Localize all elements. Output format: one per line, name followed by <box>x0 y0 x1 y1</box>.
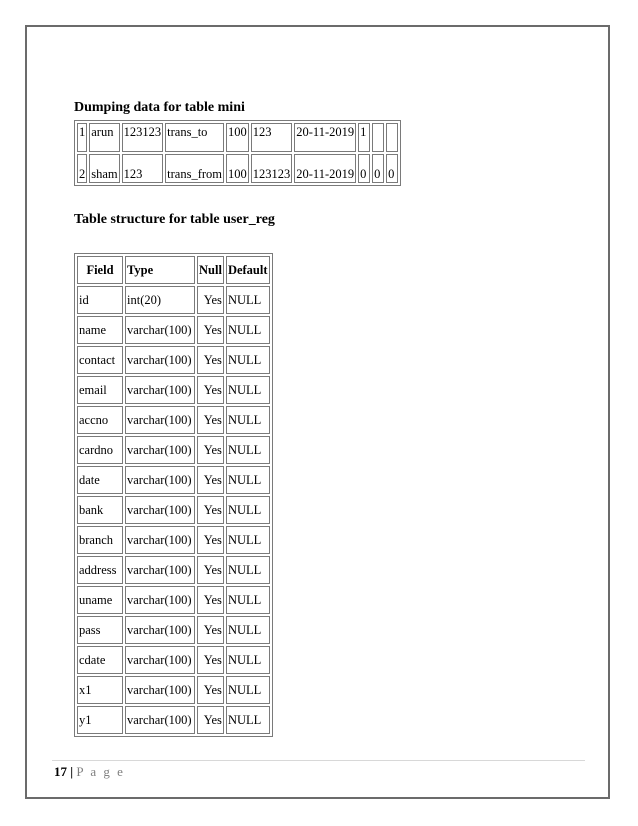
table-row <box>77 316 270 344</box>
table-cell: varchar(100) <box>125 346 195 374</box>
table-cell: cdate <box>77 646 123 674</box>
table-cell: Yes <box>197 706 224 734</box>
table-cell: bank <box>77 496 123 524</box>
table-row <box>77 436 270 464</box>
table-cell: varchar(100) <box>125 496 195 524</box>
table-cell: pass <box>77 616 123 644</box>
table-cell: Yes <box>197 646 224 674</box>
header-type: Type <box>125 256 195 284</box>
table-cell: varchar(100) <box>125 376 195 404</box>
table-row <box>77 496 270 524</box>
table-row <box>77 123 398 152</box>
table-cell: NULL <box>226 466 270 494</box>
table-cell: NULL <box>226 526 270 554</box>
table-cell: Yes <box>197 556 224 584</box>
table-row <box>77 646 270 674</box>
table-cell: address <box>77 556 123 584</box>
table-cell: Yes <box>197 466 224 494</box>
table-cell: y1 <box>77 706 123 734</box>
table-cell <box>372 123 384 152</box>
table-cell: varchar(100) <box>125 616 195 644</box>
table-cell: NULL <box>226 346 270 374</box>
table-row <box>77 376 270 404</box>
table-cell: varchar(100) <box>125 406 195 434</box>
header-default: Default <box>226 256 270 284</box>
table-cell: 123123 <box>251 154 293 183</box>
table-cell <box>386 123 398 152</box>
table-cell: Yes <box>197 316 224 344</box>
table-cell: int(20) <box>125 286 195 314</box>
table-cell: 1 <box>358 123 370 152</box>
table-cell: Yes <box>197 436 224 464</box>
table-cell: 0 <box>372 154 384 183</box>
table-cell: varchar(100) <box>125 676 195 704</box>
table-row <box>77 556 270 584</box>
table-cell: accno <box>77 406 123 434</box>
table-row <box>77 676 270 704</box>
table-header-row <box>77 256 270 284</box>
table-cell: Yes <box>197 346 224 374</box>
table-cell: Yes <box>197 286 224 314</box>
page-number: 17 <box>54 764 67 779</box>
table-cell: NULL <box>226 556 270 584</box>
table-cell: 0 <box>386 154 398 183</box>
table-cell: cardno <box>77 436 123 464</box>
footer-divider <box>52 760 585 761</box>
table-cell: trans_from <box>165 154 224 183</box>
table-cell: varchar(100) <box>125 466 195 494</box>
table-row <box>77 286 270 314</box>
table-row <box>77 466 270 494</box>
table-cell: date <box>77 466 123 494</box>
table-cell: x1 <box>77 676 123 704</box>
table-cell: NULL <box>226 286 270 314</box>
section-title-user-reg: Table structure for table user_reg <box>74 212 275 227</box>
table-cell: varchar(100) <box>125 646 195 674</box>
table-cell: Yes <box>197 526 224 554</box>
header-null: Null <box>197 256 224 284</box>
table-cell: NULL <box>226 496 270 524</box>
table-row <box>77 526 270 554</box>
mini-data-table <box>74 120 401 186</box>
user-reg-structure-table <box>74 253 273 737</box>
table-cell: id <box>77 286 123 314</box>
table-row <box>77 154 398 183</box>
footer-separator: | <box>67 764 77 779</box>
table-cell: Yes <box>197 586 224 614</box>
table-cell: 2 <box>77 154 87 183</box>
table-cell: sham <box>89 154 119 183</box>
table-cell: NULL <box>226 706 270 734</box>
table-cell: 123123 <box>122 123 164 152</box>
table-row <box>77 586 270 614</box>
table-cell: trans_to <box>165 123 224 152</box>
table-cell: NULL <box>226 616 270 644</box>
table-cell: 20-11-2019 <box>294 154 356 183</box>
table-cell: 1 <box>77 123 87 152</box>
table-cell: email <box>77 376 123 404</box>
page-label: P a g e <box>76 764 125 779</box>
table-row <box>77 616 270 644</box>
table-cell: 100 <box>226 154 249 183</box>
table-cell: Yes <box>197 676 224 704</box>
table-row <box>77 346 270 374</box>
table-cell: Yes <box>197 616 224 644</box>
table-cell: varchar(100) <box>125 586 195 614</box>
header-field: Field <box>77 256 123 284</box>
table-row <box>77 706 270 734</box>
table-cell: 0 <box>358 154 370 183</box>
page-footer <box>54 764 125 780</box>
table-cell: varchar(100) <box>125 706 195 734</box>
section-title-mini: Dumping data for table mini <box>74 100 245 115</box>
table-cell: NULL <box>226 436 270 464</box>
table-cell: name <box>77 316 123 344</box>
table-cell: Yes <box>197 406 224 434</box>
table-cell: varchar(100) <box>125 316 195 344</box>
table-cell: varchar(100) <box>125 436 195 464</box>
table-cell: 20-11-2019 <box>294 123 356 152</box>
table-cell: uname <box>77 586 123 614</box>
table-cell: NULL <box>226 676 270 704</box>
table-cell: NULL <box>226 316 270 344</box>
table-cell: 123 <box>251 123 293 152</box>
table-cell: 123 <box>122 154 164 183</box>
table-cell: Yes <box>197 376 224 404</box>
table-cell: NULL <box>226 586 270 614</box>
table-cell: contact <box>77 346 123 374</box>
table-cell: varchar(100) <box>125 526 195 554</box>
table-cell: Yes <box>197 496 224 524</box>
table-cell: NULL <box>226 406 270 434</box>
table-cell: NULL <box>226 376 270 404</box>
table-row <box>77 406 270 434</box>
table-cell: branch <box>77 526 123 554</box>
table-cell: NULL <box>226 646 270 674</box>
table-cell: 100 <box>226 123 249 152</box>
table-cell: arun <box>89 123 119 152</box>
table-cell: varchar(100) <box>125 556 195 584</box>
